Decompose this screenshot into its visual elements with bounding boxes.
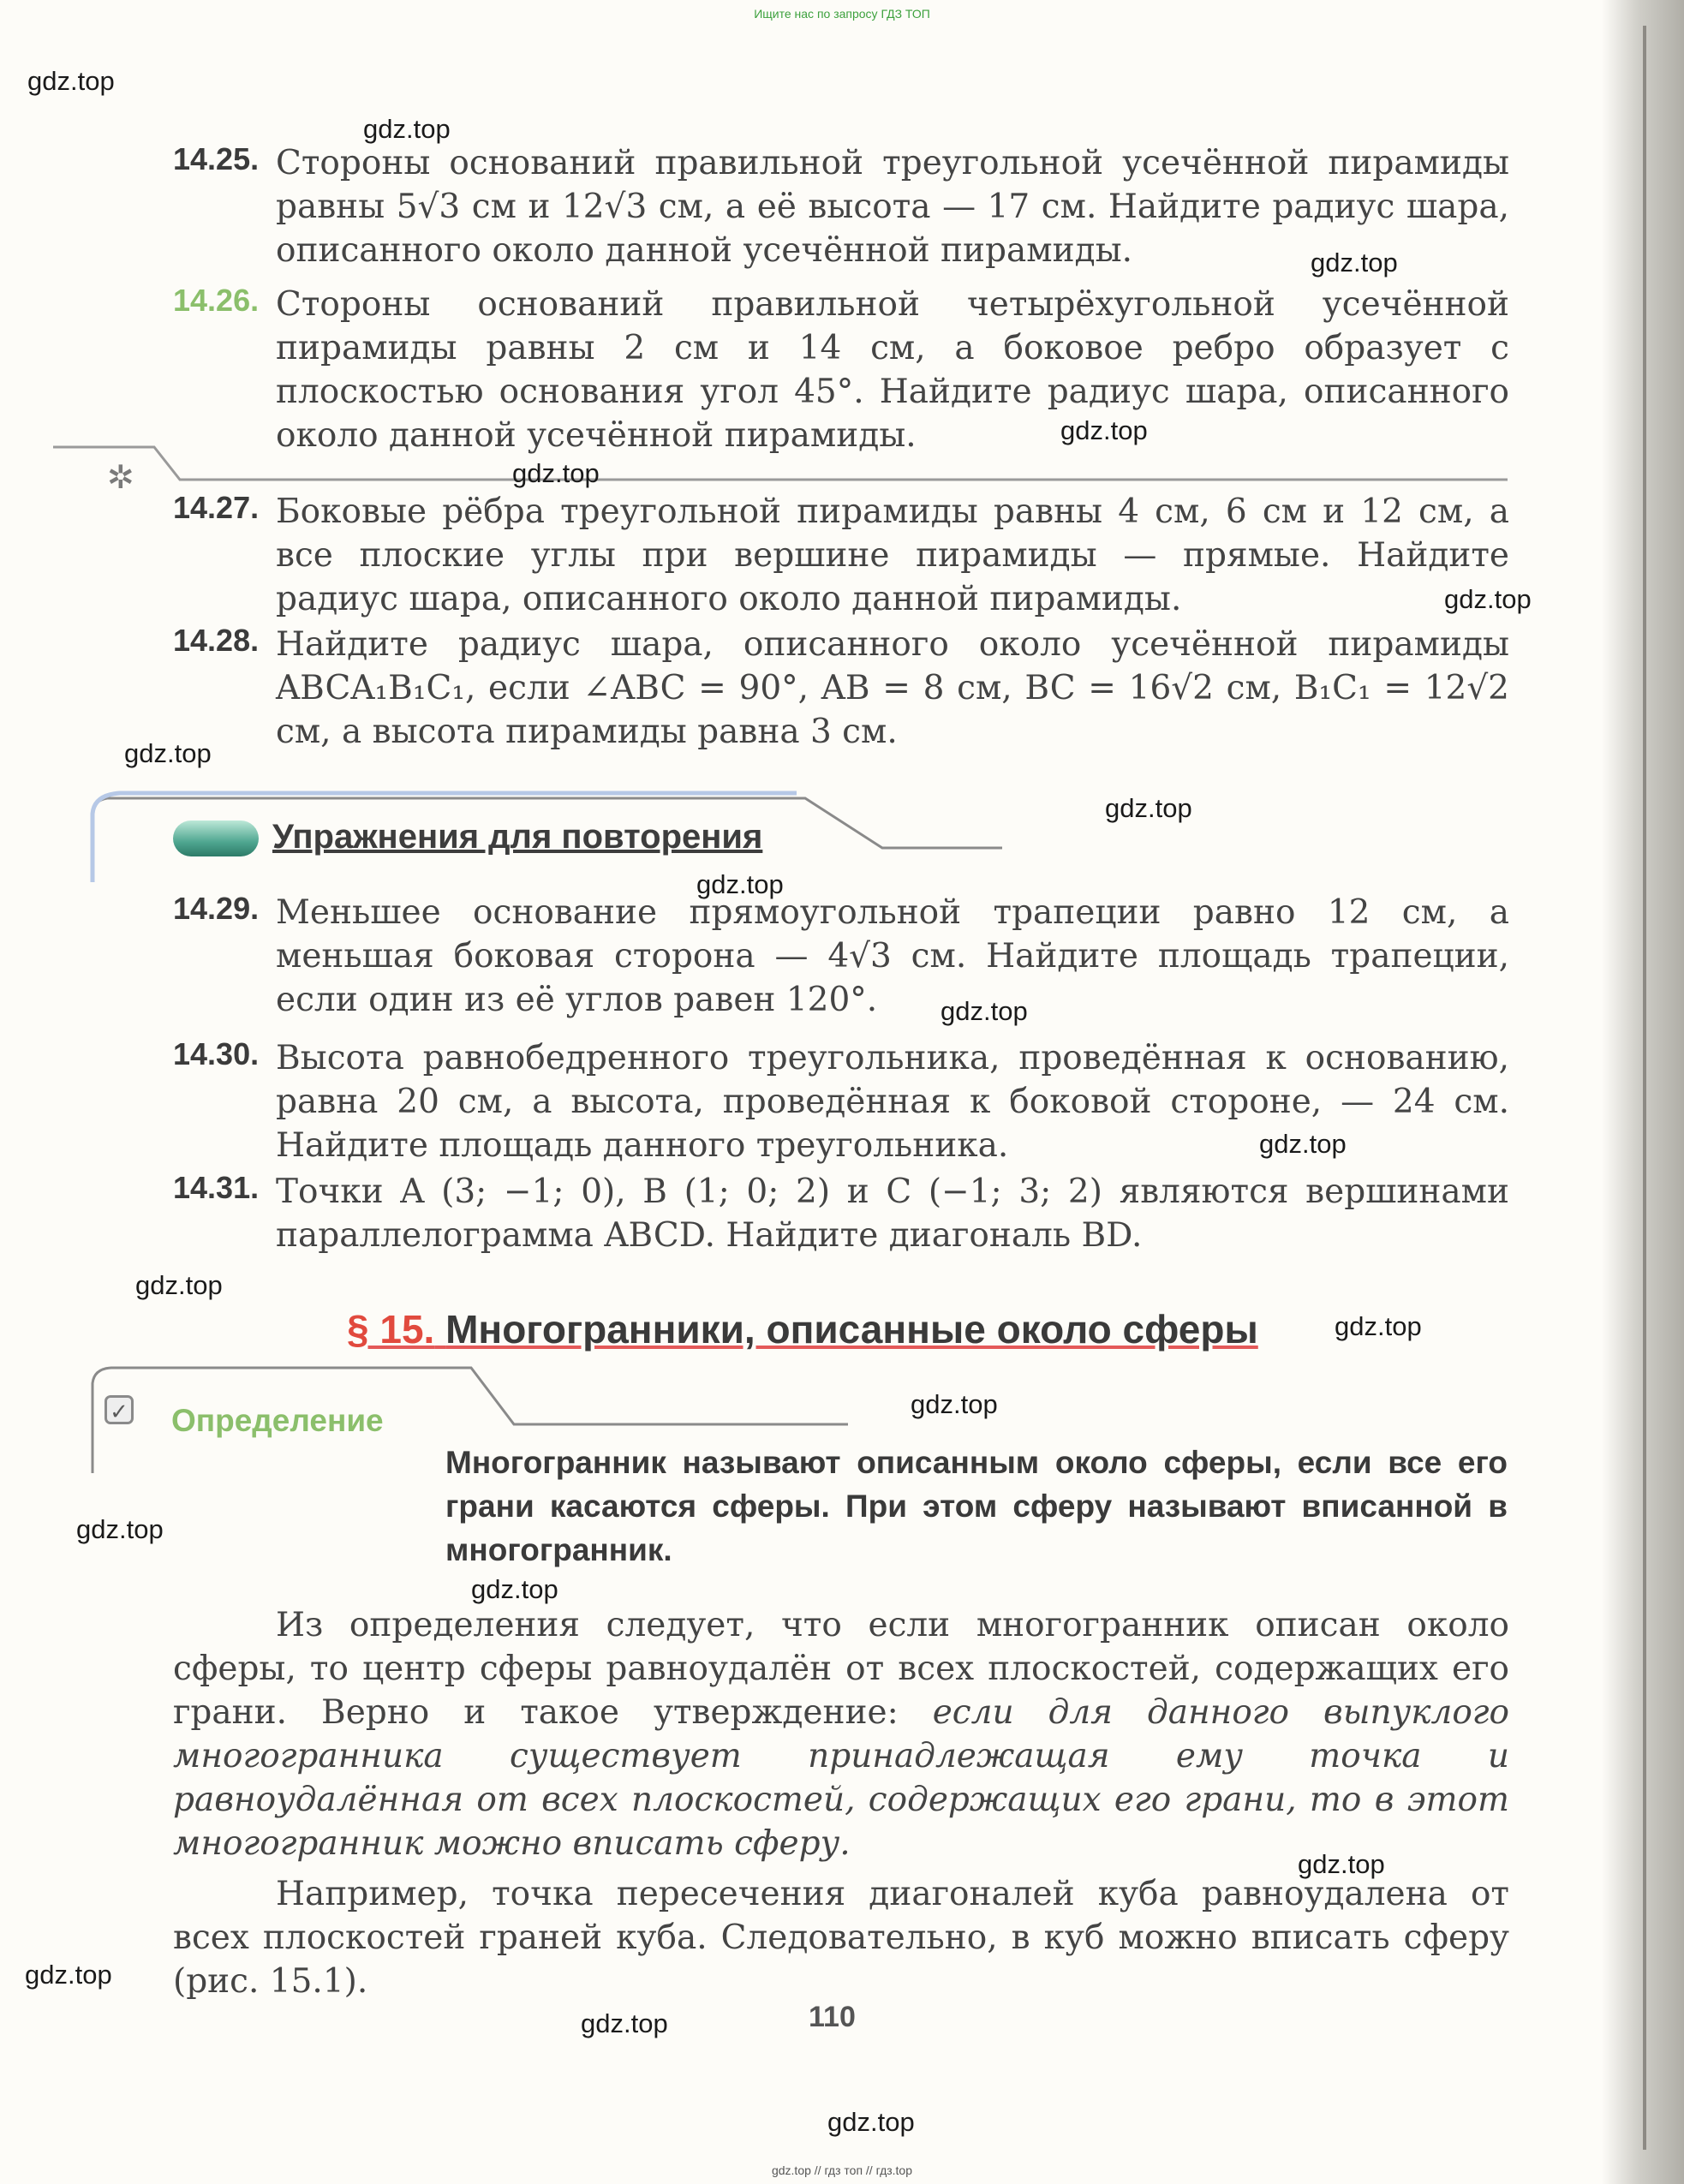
definition-text: Многогранник называют описанным около сферы, если все его грани касаются сферы. При этом сферу называют вписанной в многогранник. [445, 1445, 1508, 1567]
paragraph-1-plain: Из определения следует, что если многогранник описан около сферы, то центр сферы равноудалён от всех плоскостей, содержащих его грани. Верно и такое утверждение: [173, 1606, 1509, 1732]
problem-number: 14.31. [173, 1170, 260, 1205]
watermark: gdz.top [1444, 584, 1532, 614]
section-title-text: Многогранники, описанные около сферы [445, 1307, 1258, 1352]
watermark: gdz.top [581, 2008, 668, 2038]
problem-number: 14.25. [173, 141, 260, 176]
watermark: gdz.top [512, 458, 600, 488]
watermark: gdz.top [1060, 415, 1148, 445]
problem-text: Стороны оснований правильной треугольной усечённой пирамиды равны 5√3 см и 12√3 см, а её высота — 17 см. Найдите радиус шара, описанного около данной усечённой пирамиды. [276, 144, 1509, 270]
problem-14-29 [173, 891, 1509, 1022]
problem-number: 14.29. [173, 891, 260, 926]
watermark: gdz.top [1335, 1311, 1422, 1341]
paragraph-1-italic: если для данного выпуклого многогранника существует принадлежащая ему точка и равноудалённая от всех плоскостей, содержащих его грани, то в этот многогранник можно вписать сферу. [173, 1693, 1509, 1863]
problem-14-25 [173, 141, 1509, 272]
problem-14-30 [173, 1036, 1509, 1167]
problem-text: Высота равнобедренного треугольника, проведённая к основанию, равна 20 см, а высота, проведённая к боковой стороне, — 24 см. Найдите площадь данного треугольника. [276, 1039, 1509, 1165]
header-note: Ищите нас по запросу ГДЗ ТОП [754, 7, 930, 21]
watermark: gdz.top [76, 1514, 164, 1544]
watermark: gdz.top [827, 2107, 915, 2137]
section-pill-icon [173, 820, 259, 856]
problem-number: 14.30. [173, 1036, 260, 1071]
section-number: § 15. [347, 1307, 435, 1352]
paragraph-2: Например, точка пересечения диагоналей куба равноудалена от всех плоскостей граней куба. Следовательно, в куб можно вписать сферу (рис. 15.1). [173, 1875, 1509, 2001]
problem-number: 14.28. [173, 623, 260, 658]
footer-note: gdz.top // гдз топ // гдз.top [771, 2163, 913, 2177]
problem-14-27 [173, 490, 1509, 621]
problem-text: Стороны оснований правильной четырёхугольной усечённой пирамиды равны 2 см и 14 см, а боковое ребро образует с плоскостью основания угол 45°. Найдите радиус шара, описанного около данной усечённой пирамиды. [276, 285, 1509, 455]
problem-number: 14.26. [173, 283, 260, 318]
watermark: gdz.top [124, 738, 212, 768]
watermark: gdz.top [363, 114, 451, 144]
watermark: gdz.top [25, 1960, 112, 1990]
problem-number: 14.27. [173, 490, 260, 525]
watermark: gdz.top [471, 1574, 558, 1604]
watermark: gdz.top [696, 869, 784, 899]
problem-text: Точки A (3; −1; 0), B (1; 0; 2) и C (−1; 3; 2) являются вершинами параллелограмма ABCD. Найдите диагональ BD. [276, 1173, 1509, 1255]
watermark: gdz.top [27, 66, 115, 96]
watermark: gdz.top [1311, 248, 1398, 277]
problem-14-28 [173, 623, 1509, 754]
asterisk-star-icon: ✲ [107, 458, 134, 496]
watermark: gdz.top [1105, 793, 1192, 823]
section-title [347, 1306, 1258, 1352]
problem-text: Найдите радиус шара, описанного около усечённой пирамиды ABCA₁B₁C₁, если ∠ABC = 90°, AB = 8 см, BC = 16√2 см, B₁C₁ = 12√2 см, а высота пирамиды равна 3 см. [276, 625, 1509, 751]
definition-heading: Определение [171, 1403, 384, 1438]
watermark: gdz.top [135, 1270, 223, 1300]
repeat-heading: Упражнения для повторения [272, 818, 763, 856]
page-number: 110 [809, 2001, 856, 2033]
watermark: gdz.top [911, 1389, 998, 1419]
watermark: gdz.top [1298, 1849, 1385, 1879]
checkmark-icon: ✓ [105, 1395, 134, 1424]
problem-text: Меньшее основание прямоугольной трапеции равно 12 см, а меньшая боковая сторона — 4√3 см. Найдите площадь трапеции, если один из её углов равен 120°. [276, 893, 1509, 1019]
watermark: gdz.top [941, 996, 1028, 1026]
watermark: gdz.top [1259, 1129, 1347, 1159]
paragraph-1 [173, 1603, 1509, 1865]
problem-14-31 [173, 1170, 1509, 1257]
problem-text: Боковые рёбра треугольной пирамиды равны 4 см, 6 см и 12 см, а все плоские углы при вершине пирамиды — прямые. Найдите радиус шара, описанного около данной пирамиды. [276, 492, 1509, 618]
problem-14-26 [173, 283, 1509, 457]
